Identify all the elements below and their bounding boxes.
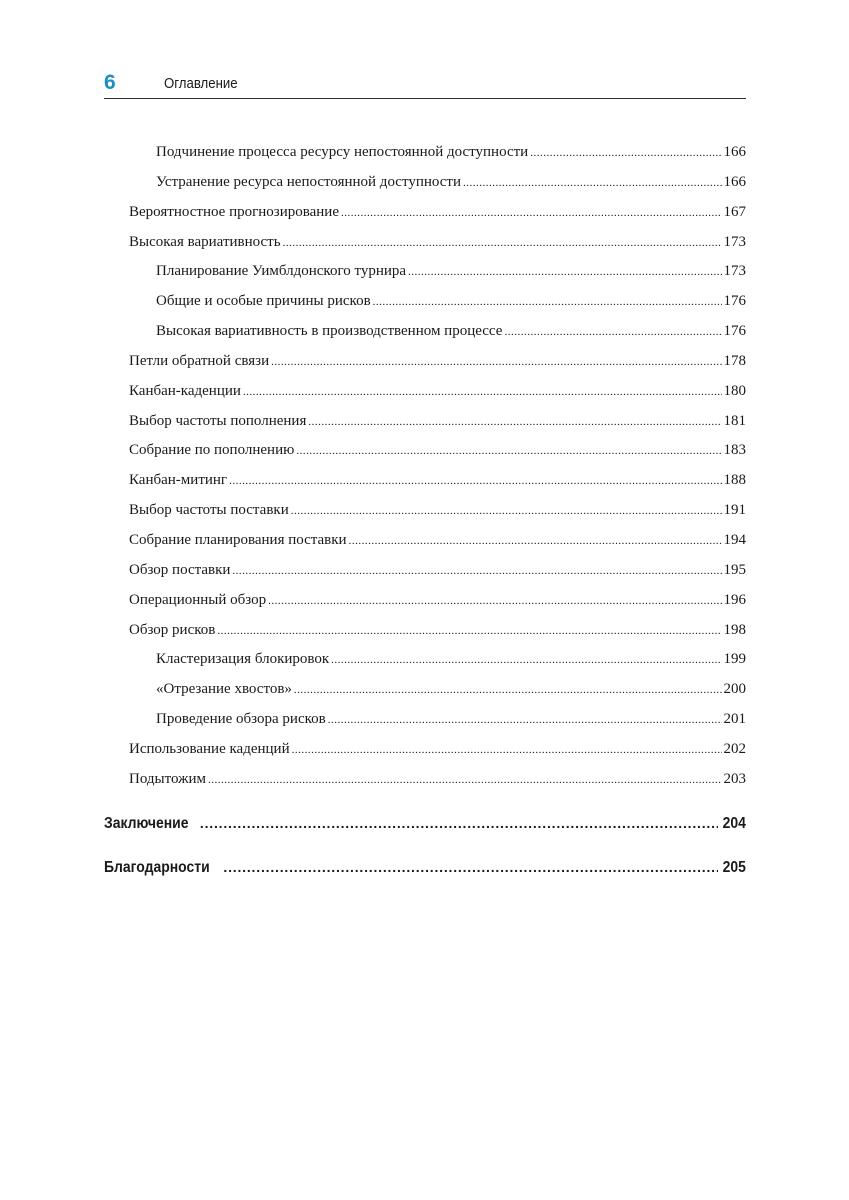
toc-entry-title: Кластеризация блокировок xyxy=(156,651,330,668)
toc-entry-title: Подчинение процесса ресурсу непостоянной доступности xyxy=(156,144,529,160)
toc-entry-page: 178 xyxy=(723,352,746,369)
toc-entry-page: 181 xyxy=(723,412,746,429)
toc-dot-leader xyxy=(408,266,721,278)
toc-entry-page: 200 xyxy=(723,681,746,698)
toc-entry[interactable] xyxy=(104,323,746,353)
toc-entry-title: Петли обратной связи xyxy=(129,352,270,369)
toc-entry-page: 188 xyxy=(723,472,746,489)
toc-entry-page: 199 xyxy=(723,651,746,668)
toc-dot-leader xyxy=(341,207,722,219)
toc-dot-leader xyxy=(243,386,722,398)
toc-entry-title: Собрание по пополнению xyxy=(129,442,295,459)
toc-chapter-entry[interactable] xyxy=(104,815,746,859)
toc-dot-leader xyxy=(308,416,721,428)
toc-dot-leader xyxy=(328,714,722,726)
toc-chapter-page: 204 xyxy=(722,814,746,832)
toc-entry-page: 166 xyxy=(723,173,746,190)
header-divider xyxy=(104,98,746,99)
toc-chapter-title: Благодарности xyxy=(104,858,210,876)
toc-dot-leader xyxy=(229,475,721,487)
toc-entry[interactable] xyxy=(104,622,746,652)
toc-dot-leader xyxy=(217,625,721,637)
toc-entry[interactable] xyxy=(104,532,746,562)
toc-entry-title: Общие и особые причины рисков xyxy=(156,293,371,310)
toc-entry-page: 201 xyxy=(723,711,746,728)
page-header xyxy=(104,70,746,100)
toc-entry[interactable] xyxy=(104,651,746,681)
toc-entry-page: 194 xyxy=(723,531,746,548)
toc-dot-leader xyxy=(271,356,721,368)
toc-chapter-title: Заключение xyxy=(104,814,189,832)
toc-dot-leader xyxy=(268,595,721,607)
toc-entry[interactable] xyxy=(104,413,746,443)
toc-entry-title: Операционный обзор xyxy=(129,591,267,608)
toc-entry[interactable] xyxy=(104,681,746,711)
toc-entry-title: Высокая вариативность в производственном процессе xyxy=(156,323,503,340)
toc-entry-title: Выбор частоты поставки xyxy=(129,502,289,519)
toc-entry[interactable] xyxy=(104,353,746,383)
toc-entry-page: 183 xyxy=(723,442,746,459)
toc-dot-leader xyxy=(232,565,721,577)
toc-dot-leader xyxy=(208,774,722,786)
toc-dot-leader xyxy=(291,505,722,517)
toc-entry-title: Собрание планирования поставки xyxy=(129,531,347,548)
toc-entry-page: 173 xyxy=(723,233,746,250)
page-number: 6 xyxy=(104,71,116,94)
toc-entry[interactable] xyxy=(104,293,746,323)
toc-entry-title: Обзор поставки xyxy=(129,561,231,578)
toc-entry[interactable] xyxy=(104,263,746,293)
toc-dot-leader xyxy=(530,147,721,159)
toc-entry[interactable] xyxy=(104,502,746,532)
toc-entry-title: Обзор рисков xyxy=(129,621,216,638)
toc-entry[interactable] xyxy=(104,592,746,622)
toc-entry-page: 195 xyxy=(723,561,746,578)
toc-entry-page: 203 xyxy=(723,770,746,787)
toc-entry-page: 173 xyxy=(723,263,746,280)
toc-entry-page: 176 xyxy=(723,293,746,310)
toc-entry[interactable] xyxy=(104,174,746,204)
toc-dot-leader xyxy=(296,445,721,457)
toc-dot-leader xyxy=(200,815,718,831)
toc-dot-leader xyxy=(331,654,721,666)
toc-chapter-page: 205 xyxy=(722,858,746,876)
toc-entry-page: 198 xyxy=(723,621,746,638)
toc-entry-title: Планирование Уимблдонского турнира xyxy=(156,263,407,280)
toc-dot-leader xyxy=(223,859,718,875)
running-title: Оглавление xyxy=(164,75,238,92)
toc-entry-title: Выбор частоты пополнения xyxy=(129,412,307,429)
toc-entry-title: Подытожим xyxy=(129,770,206,787)
toc-entry-page: 180 xyxy=(723,382,746,399)
toc-entry[interactable] xyxy=(104,234,746,264)
toc-entry[interactable] xyxy=(104,442,746,472)
toc-entry-title: Проведение обзора рисков xyxy=(156,711,326,728)
toc-entry-title: «Отрезание хвостов» xyxy=(156,681,292,698)
toc-entry[interactable] xyxy=(104,204,746,234)
toc-dot-leader xyxy=(294,684,722,696)
table-of-contents xyxy=(104,144,746,903)
toc-entry[interactable] xyxy=(104,741,746,771)
toc-entry[interactable] xyxy=(104,144,746,174)
toc-entry-page: 176 xyxy=(723,323,746,340)
toc-entry-page: 166 xyxy=(723,144,746,160)
toc-entry[interactable] xyxy=(104,383,746,413)
toc-entry[interactable] xyxy=(104,711,746,741)
toc-entry-page: 196 xyxy=(723,591,746,608)
toc-entry-title: Канбан-митинг xyxy=(129,472,228,489)
toc-entry-title: Канбан-каденции xyxy=(129,382,241,399)
toc-dot-leader xyxy=(292,744,722,756)
toc-dot-leader xyxy=(504,326,721,338)
toc-chapter-entry[interactable] xyxy=(104,859,746,903)
toc-entry[interactable] xyxy=(104,472,746,502)
toc-entry-page: 202 xyxy=(723,740,746,757)
toc-dot-leader xyxy=(283,237,722,249)
toc-entry[interactable] xyxy=(104,562,746,592)
toc-entry-title: Высокая вариативность xyxy=(129,233,281,250)
toc-entry-title: Вероятностное прогнозирование xyxy=(129,203,339,220)
toc-entry-page: 167 xyxy=(723,203,746,220)
toc-entry[interactable] xyxy=(104,771,746,801)
toc-entry-page: 191 xyxy=(723,502,746,519)
toc-dot-leader xyxy=(349,535,722,547)
toc-entry-title: Устранение ресурса непостоянной доступности xyxy=(156,173,461,190)
toc-dot-leader xyxy=(373,296,722,308)
toc-dot-leader xyxy=(463,177,722,189)
toc-entry-title: Использование каденций xyxy=(129,740,290,757)
